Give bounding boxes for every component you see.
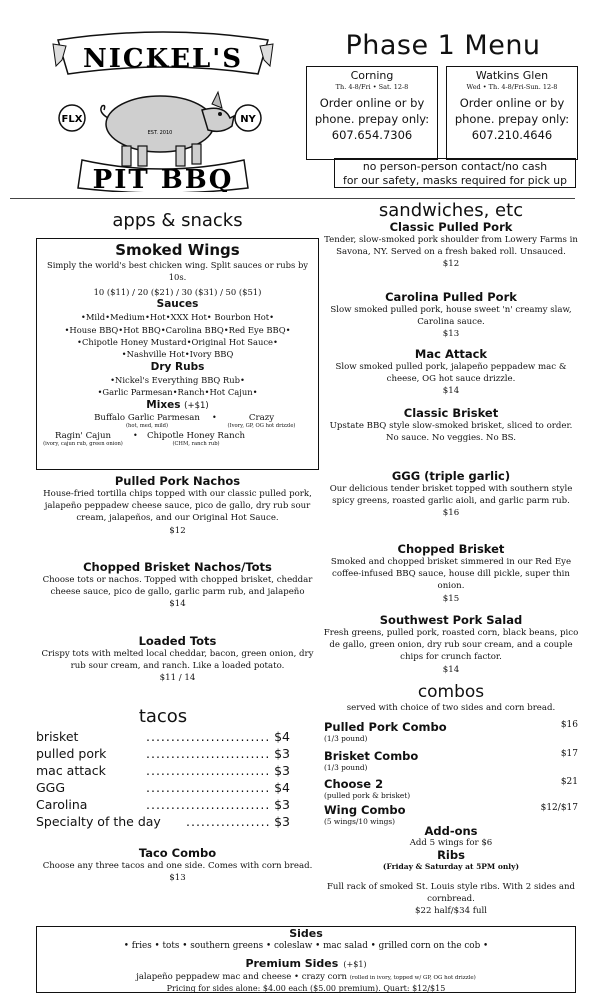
item-desc: Upstate BBQ style slow-smoked brisket, sliced to order. No sauce. No veggies. No BS.: [329, 421, 573, 444]
sides-pricing: Pricing for sides alone: $4.00 each ($5.00 premium). Quart: $12/$15: [166, 984, 446, 994]
item-title: Classic Brisket: [403, 406, 499, 420]
item-desc: Slow smoked pulled pork, house sweet 'n' creamy slaw, Carolina sauce.: [330, 305, 572, 328]
combos-heading: combos: [417, 682, 485, 702]
sauces-line: •Nashville Hot•Ivory BBQ: [121, 349, 234, 360]
mix-item: Buffalo Garlic Parmesan: [94, 412, 200, 423]
sandwich-item: [322, 406, 580, 444]
ny-badge-text: NY: [240, 114, 256, 125]
addons-section: [322, 824, 580, 918]
header-divider: [10, 198, 575, 199]
item-desc: House-fried tortilla chips topped with our classic pulled pork, jalapeño peppadew cheese sauce, pico de gallo, dry rub sour cream, jalapeños, and our Original Hot Sauce.: [43, 489, 312, 524]
item-title: Loaded Tots: [138, 634, 217, 648]
taco-row: GGG ......................... $4: [36, 780, 290, 795]
taco-name: brisket: [36, 729, 79, 744]
combo-sub: (5 wings/10 wings): [324, 817, 396, 826]
premium-sides-title: Premium Sides: [245, 957, 339, 971]
sauces-line: •Mild•Medium•Hot•XXX Hot• Bourbon Hot•: [80, 312, 275, 323]
item-title: Pulled Pork Nachos: [114, 474, 241, 488]
item-desc: Crispy tots with melted local cheddar, bacon, green onion, dry rub sour cream, and ranch. Like a loaded potato.: [41, 649, 314, 672]
wings-desc: Simply the world's best chicken wing. Split sauces or rubs by 10s.: [46, 260, 309, 283]
combo-price: $12/$17: [540, 803, 578, 813]
location-corning: [306, 66, 438, 160]
location-name: Corning: [350, 69, 394, 82]
item-title: Taco Combo: [138, 846, 217, 860]
item-price: $12: [442, 259, 460, 270]
app-item-chopped-brisket-nachos: [36, 560, 319, 611]
taco-price: $3: [274, 814, 290, 829]
ribs-title: Ribs: [437, 848, 465, 862]
notice-line-2: for our safety, masks required for pick up: [343, 174, 567, 187]
item-price: $14: [442, 664, 460, 675]
item-price: $13: [442, 329, 460, 340]
logo-bottom-text: PIT BBQ: [92, 165, 234, 192]
combo-row: [324, 803, 578, 826]
taco-combo: [36, 846, 319, 884]
item-price: $11 / 14: [159, 673, 196, 684]
location-hours: Th. 4-8/Fri • Sat. 12-8: [335, 83, 409, 91]
sauces-label: Sauces: [156, 298, 199, 311]
sides-list: • fries • tots • southern greens • coleslaw • mac salad • grilled corn on the cob •: [123, 941, 489, 951]
taco-price: $3: [274, 797, 290, 812]
ribs-price: $22 half/$34 full: [415, 906, 487, 917]
item-title: Southwest Pork Salad: [379, 613, 523, 627]
location-order-text: Order online or by phone. prepay only:: [454, 96, 570, 126]
pig-icon: [101, 92, 234, 166]
addons-desc: Add 5 wings for $6: [409, 838, 493, 848]
taco-price: $4: [274, 729, 290, 744]
ribs-desc: Full rack of smoked St. Louis style ribs. With 2 sides and cornbread.: [326, 882, 576, 905]
combo-sub: (1/3 pound): [324, 734, 368, 743]
taco-price: $3: [274, 763, 290, 778]
item-title: Chopped Brisket: [397, 542, 505, 556]
logo-est: EST. 2010: [147, 130, 173, 136]
combo-price: $21: [560, 777, 578, 787]
premium-sides-note: (rolled in ivory, topped w/ GP, OG hot drizzle): [349, 975, 476, 982]
item-desc: Fresh greens, pulled pork, roasted corn, black beans, pico de gallo, green onion, dry rub sour cream, and a couple chips for crunch factor.: [323, 628, 579, 663]
mix-item: Ragin' Cajun: [54, 430, 112, 441]
item-desc: Choose any three tacos and one side. Comes with corn bread.: [42, 861, 313, 871]
location-watkins-glen: [446, 66, 578, 160]
item-title: Carolina Pulled Pork: [385, 290, 517, 304]
notice-line-1: no person-person contact/no cash: [362, 160, 548, 173]
premium-sides-price: (+$1): [343, 960, 367, 970]
taco-row: mac attack ......................... $3: [36, 763, 290, 778]
wings-title: Smoked Wings: [115, 241, 240, 259]
item-price: $16: [442, 508, 460, 519]
logo-top-text: NICKEL'S: [82, 44, 244, 74]
taco-name: Specialty of the day: [36, 814, 161, 829]
sauces-line: •House BBQ•Hot BBQ•Carolina BBQ•Red Eye BBQ•: [64, 324, 291, 335]
taco-row: brisket ......................... $4: [36, 729, 290, 744]
mixes-label: Mixes: [146, 398, 181, 411]
mix-item: Crazy: [248, 412, 275, 423]
combo-name: Wing Combo: [324, 803, 406, 817]
mix-item: Chipotle Honey Ranch: [146, 430, 246, 441]
mix-note: (hot, med, mild): [125, 422, 169, 429]
sandwich-item: [322, 347, 580, 398]
item-title: Mac Attack: [414, 347, 488, 361]
mix-note: (Ivory, GP, OG hot drizzle): [227, 422, 296, 429]
nickels-pit-bbq-logo: [52, 30, 274, 192]
item-title: Chopped Brisket Nachos/Tots: [83, 560, 272, 574]
sandwiches-heading: sandwiches, etc: [378, 200, 524, 221]
combo-price: $16: [560, 720, 578, 730]
combo-name: Pulled Pork Combo: [324, 720, 447, 734]
tacos-heading: tacos: [138, 706, 188, 727]
apps-heading: apps & snacks: [112, 210, 243, 231]
ribs-when: (Friday & Saturday at 5PM only): [382, 862, 520, 871]
item-price: $15: [442, 593, 460, 604]
mixes-price: (+$1): [184, 400, 209, 411]
sauces-line: •Chipotle Honey Mustard•Original Hot Sauce•: [77, 337, 278, 348]
combo-price: $17: [560, 749, 578, 759]
item-price: $14: [442, 386, 460, 397]
combo-sub: (1/3 pound): [324, 763, 368, 772]
sides-title: Sides: [289, 927, 323, 940]
combo-sub: (pulled pork & brisket): [324, 791, 411, 800]
item-price: $12: [169, 525, 186, 536]
combo-row: [324, 777, 578, 800]
item-desc: Tender, slow-smoked pork shoulder from Lowery Farms in Savona, NY. Served on a fresh baked roll. Unsauced.: [324, 235, 578, 258]
location-hours: Wed • Th. 4-8/Fri-Sun. 12-8: [466, 83, 558, 91]
taco-row: pulled pork ......................... $3: [36, 746, 290, 761]
rubs-line: •Nickel's Everything BBQ Rub•: [110, 374, 245, 385]
sandwich-item: [322, 469, 580, 520]
premium-sides-list: jalapeño peppadew mac and cheese • crazy corn: [136, 972, 348, 983]
item-title: Classic Pulled Pork: [389, 220, 513, 234]
combo-row: [324, 720, 578, 743]
sandwich-item: [322, 613, 580, 676]
location-order-text: Order online or by phone. prepay only:: [314, 96, 430, 126]
item-desc: Slow smoked pulled pork, jalapeño peppadew mac & cheese, OG hot sauce drizzle.: [335, 362, 567, 385]
rubs-line: •Garlic Parmesan•Ranch•Hot Cajun•: [97, 387, 258, 398]
location-name: Watkins Glen: [475, 69, 549, 82]
taco-name: Carolina: [36, 797, 88, 812]
safety-notice: [334, 158, 576, 188]
page-title: Phase 1 Menu: [345, 30, 541, 61]
app-item-loaded-tots: [36, 634, 319, 685]
combo-row: [324, 749, 578, 772]
sandwich-item: [322, 290, 580, 341]
mix-note: (CHM, ranch rub): [172, 440, 220, 447]
app-item-pulled-pork-nachos: [36, 474, 319, 537]
item-price: $13: [169, 873, 186, 884]
taco-row: Carolina ......................... $3: [36, 797, 290, 812]
wings-prices: 10 ($11) / 20 ($21) / 30 ($31) / 50 ($51): [93, 286, 262, 297]
taco-name: mac attack: [36, 763, 106, 778]
combo-name: Choose 2: [324, 777, 384, 791]
combo-name: Brisket Combo: [324, 749, 419, 763]
taco-price: $4: [274, 780, 290, 795]
item-desc: Smoked and chopped brisket simmered in our Red Eye coffee-infused BBQ sauce, house dill pickle, super thin onion.: [330, 557, 572, 592]
location-phone[interactable]: 607.654.7306: [331, 128, 413, 142]
taco-row: Specialty of the day ................. $3: [36, 814, 290, 829]
taco-name: GGG: [36, 780, 66, 795]
combos-subheading: served with choice of two sides and corn bread.: [346, 703, 556, 713]
sandwich-item: [322, 542, 580, 605]
mix-note: (ivory, cajun rub, green onion): [43, 440, 123, 447]
item-desc: Our delicious tender brisket topped with southern style spicy greens, roasted garlic aioli, and garlic parm rub.: [329, 484, 573, 507]
sandwich-item: [322, 220, 580, 271]
sides-box: [36, 926, 576, 993]
taco-price: $3: [274, 746, 290, 761]
smoked-wings-box: Smoked Wings Simply the world's best chicken wing. Split sauces or rubs by 10s. 10 ($11) / 20 ($21) / 30 ($31) / 50 ($51) Sauces •Mild•Medium•Hot•XXX Hot• Bourbon Hot• •House BBQ•Hot BBQ•Carolina BBQ•Red Eye BBQ• •Chipotle Honey Mustard•Original Hot Sauce• •Nashville Hot•Ivory BBQ Dry Rubs •Nickel's Everything BBQ Rub• •Garlic Parmesan•Ranch•Hot Cajun• Mixes (+$1) Buffalo Garlic Parmesan (hot, med, mild) • Crazy (Ivory, GP, OG hot drizzle) Ragin' Cajun (ivory, cajun rub, green onion) • Chipotle Honey Ranch (CHM, ranch rub): [36, 238, 319, 470]
item-title: GGG (triple garlic): [391, 469, 511, 483]
item-price: $14: [169, 599, 186, 610]
location-phone[interactable]: 607.210.4646: [471, 128, 553, 142]
flx-badge-text: FLX: [61, 114, 83, 125]
rubs-label: Dry Rubs: [150, 360, 205, 373]
addons-title: Add-ons: [424, 824, 478, 838]
item-desc: Choose tots or nachos. Topped with chopped brisket, cheddar cheese sauce, pico de gallo, garlic parm rub, and jalapeño: [42, 575, 313, 598]
taco-name: pulled pork: [36, 746, 107, 761]
